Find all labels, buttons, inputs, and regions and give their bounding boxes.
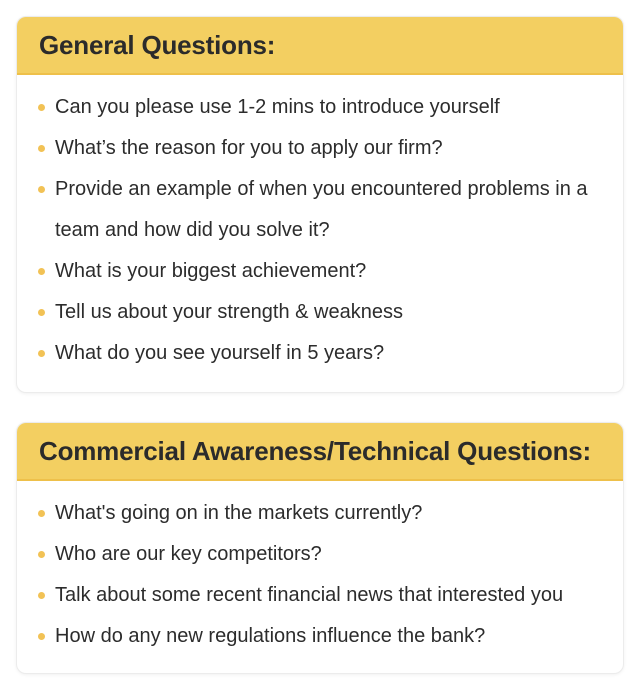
question-text: Provide an example of when you encountered problems in a team and how did you solve it? [55,178,588,241]
general-questions-title: General Questions: [39,29,276,60]
bullet-dot-icon [38,592,45,599]
question-text: What do you see yourself in 5 years? [55,342,385,364]
question-text: Can you please use 1-2 mins to introduce yourself [55,96,500,118]
general-questions-header [17,17,623,75]
list-item [35,493,611,534]
bullet-dot-icon [38,104,45,111]
bullet-dot-icon [38,268,45,275]
bullet-dot-icon [38,309,45,316]
bullet-dot-icon [38,186,45,193]
question-text: How do any new regulations influence the bank? [55,625,486,647]
commercial-questions-header [17,423,623,481]
list-item [35,128,611,169]
commercial-questions-list [17,481,623,657]
list-item [35,575,611,616]
question-text: Who are our key competitors? [55,543,322,565]
list-item [35,534,611,575]
question-text: Talk about some recent financial news that interested you [55,584,564,606]
list-item [35,333,611,374]
bullet-dot-icon [38,551,45,558]
commercial-questions-card [16,422,624,674]
list-item [35,87,611,128]
question-text: What is your biggest achievement? [55,260,367,282]
question-text: Tell us about your strength & weakness [55,301,403,323]
list-item [35,292,611,333]
question-text: What’s the reason for you to apply our firm? [55,137,443,159]
bullet-dot-icon [38,350,45,357]
list-item [35,169,611,251]
general-questions-list [17,75,623,374]
general-questions-card [16,16,624,393]
list-item [35,251,611,292]
question-text: What's going on in the markets currently? [55,502,423,524]
commercial-questions-title: Commercial Awareness/Technical Questions: [39,435,591,466]
bullet-dot-icon [38,633,45,640]
bullet-dot-icon [38,145,45,152]
bullet-dot-icon [38,510,45,517]
list-item [35,616,611,657]
